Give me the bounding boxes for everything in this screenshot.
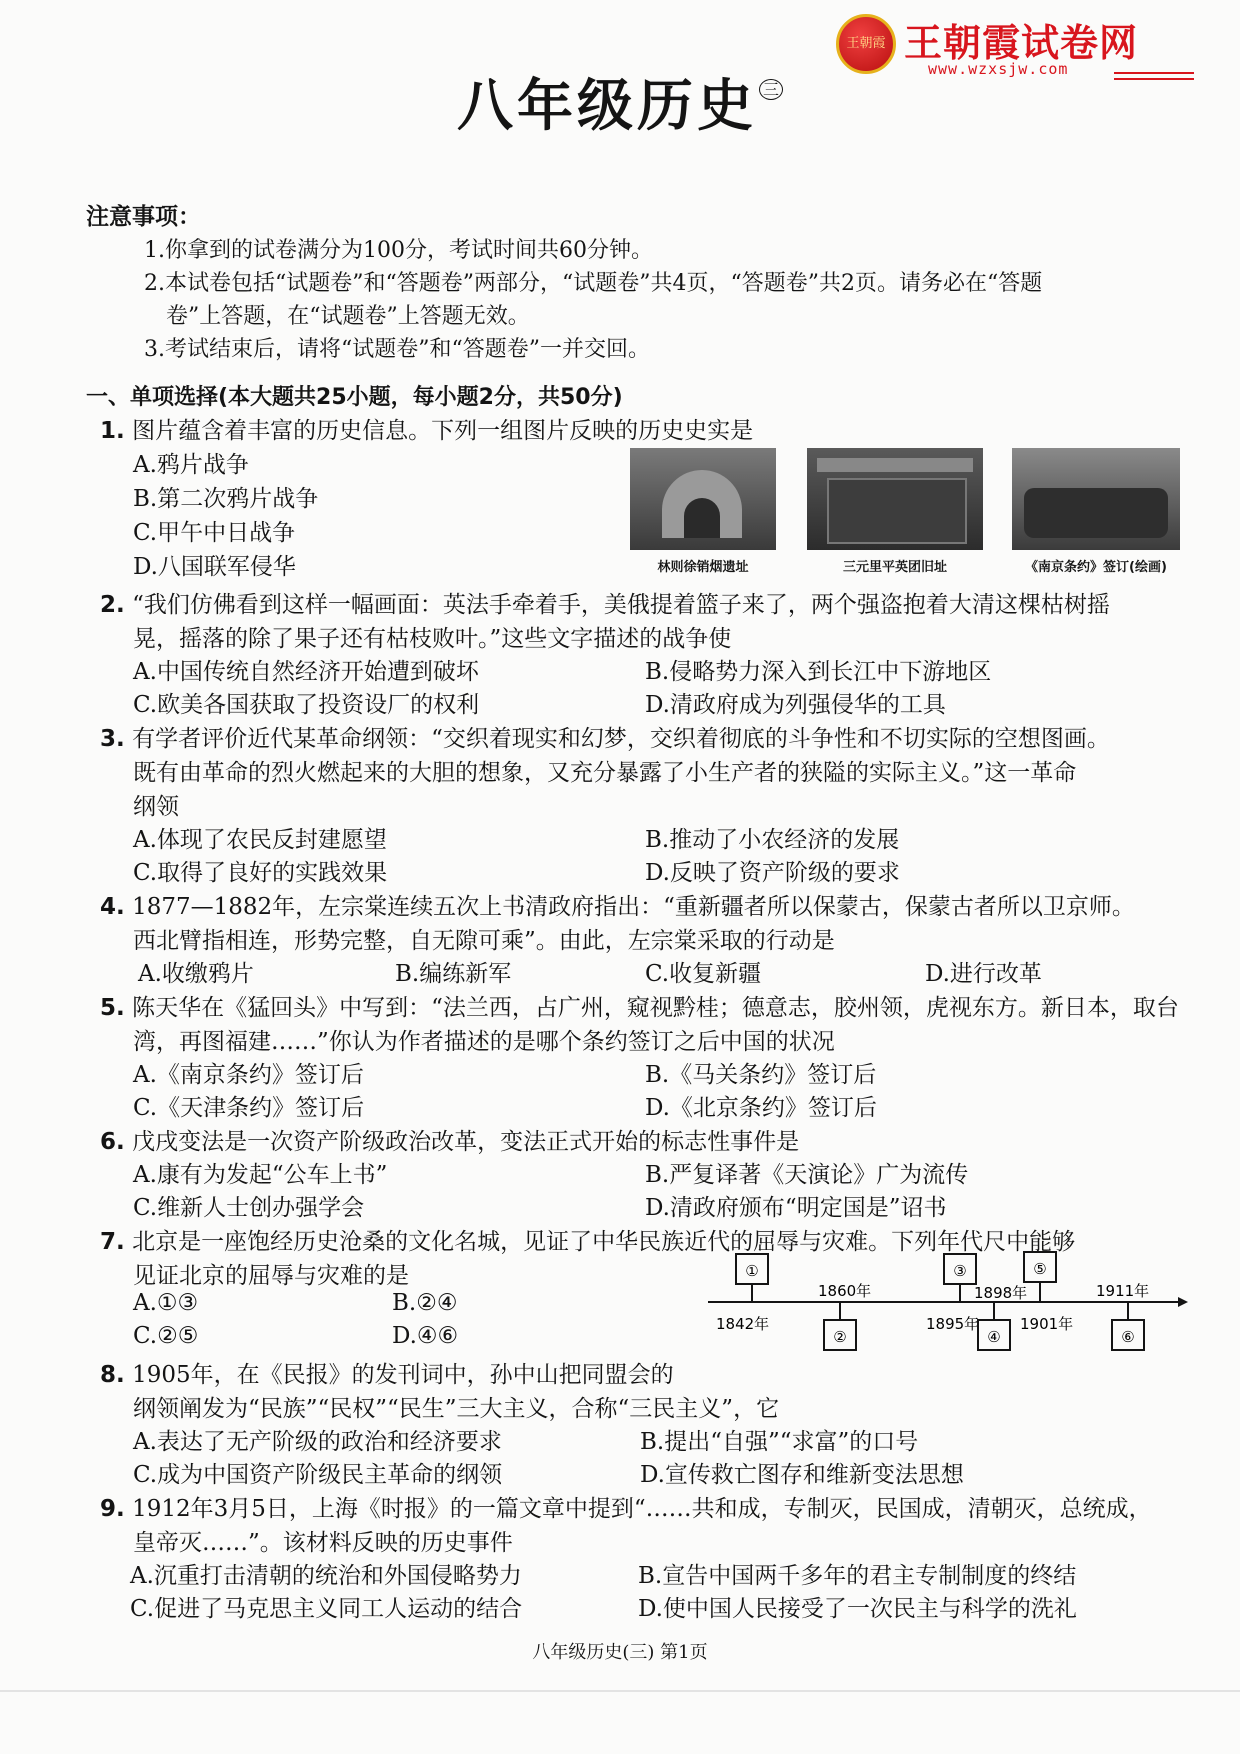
- option-b: B.宣告中国两千多年的君主专制制度的终结: [638, 1563, 1077, 1589]
- page-edge-divider: [0, 1690, 1240, 1692]
- option-c: C.取得了良好的实践效果: [133, 860, 388, 886]
- question-stem: “我们仿佛看到这样一幅画面：英法手牵着手，美俄提着篮子来了，两个强盗抱着大清这棵枯树摇: [132, 592, 1110, 618]
- timeline-mark-label: ③: [953, 1262, 967, 1280]
- notes-heading: 注意事项：: [86, 204, 201, 230]
- question-number: 2.: [100, 592, 125, 618]
- timeline-mark-label: ④: [987, 1328, 1001, 1346]
- timeline-mark-label: ⑤: [1033, 1260, 1047, 1278]
- title-mark: 三: [759, 79, 783, 100]
- timeline-year: 1898年: [974, 1284, 1028, 1302]
- timeline-mark-6: [1112, 1302, 1144, 1350]
- question-stem-cont: 西北臂指相连，形势完整，自无隙可乘”。由此，左宗棠采取的行动是: [133, 928, 835, 954]
- question-number: 4.: [100, 894, 125, 920]
- photo-caption: 三元里平英团旧址: [842, 560, 947, 575]
- title-text: 八年级历史: [456, 73, 757, 139]
- question-8: [100, 1356, 674, 1389]
- page-footer: 八年级历史(三) 第1页: [532, 1642, 708, 1663]
- option-c: C.②⑤: [133, 1323, 199, 1349]
- question-stem: 戊戌变法是一次资产阶级政治改革，变法正式开始的标志性事件是: [132, 1129, 800, 1155]
- question-stem: 图片蕴含着丰富的历史信息。下列一组图片反映的历史史实是: [132, 418, 754, 444]
- question-4: [100, 888, 1135, 921]
- option-a: A.表达了无产阶级的政治和经济要求: [133, 1429, 502, 1455]
- photo-roof-shape: [817, 458, 973, 472]
- question-stem: 陈天华在《猛回头》中写到：“法兰西，占广州，窥视黔桂；德意志，胶州领，虎视东方。新日本，取台: [132, 995, 1179, 1021]
- option-a: A.沉重打击清朝的统治和外国侵略势力: [130, 1563, 522, 1589]
- option-b: B.严复译著《天演论》广为流传: [645, 1162, 969, 1188]
- page-title: [0, 62, 1240, 142]
- note-item: 卷”上答题，在“试题卷”上答题无效。: [166, 304, 530, 329]
- option-d: D.《北京条约》签订后: [645, 1095, 877, 1121]
- question-6: [100, 1123, 799, 1156]
- question-stem-cont: 晃，摇落的除了果子还有枯枝败叶。”这些文字描述的战争使: [133, 626, 732, 652]
- question-number: 8.: [100, 1362, 125, 1388]
- timeline-year: 1842年: [716, 1315, 770, 1333]
- timeline-mark-label: ⑥: [1121, 1328, 1135, 1346]
- question-stem: 北京是一座饱经历史沧桑的文化名城，见证了中华民族近代的屈辱与灾难。下列年代尺中能够: [132, 1229, 1076, 1255]
- timeline-year: 1860年: [818, 1282, 872, 1300]
- option-c: C.甲午中日战争: [133, 520, 296, 546]
- logo-url: www.wzxsjw.com: [928, 60, 1069, 78]
- question-stem-cont: 纲领阐发为“民族”“民权”“民生”三大主义，合称“三民主义”，它: [133, 1396, 780, 1422]
- question-stem: 1877—1882年，左宗棠连续五次上书清政府指出：“重新疆者所以保蒙古，保蒙古者所以卫京师。: [132, 894, 1135, 920]
- question-number: 6.: [100, 1129, 125, 1155]
- option-a: A.康有为发起“公车上书”: [133, 1162, 388, 1188]
- option-a: A.①③: [133, 1290, 199, 1316]
- photo-crowd-shape: [1024, 488, 1168, 538]
- timeline-arrow-icon: [1178, 1297, 1188, 1307]
- photo-nanjing-treaty: [1012, 448, 1180, 550]
- question-9: [100, 1490, 1152, 1523]
- question-stem-cont: 湾，再图福建……”你认为作者描述的是哪个条约签订之后中国的状况: [133, 1029, 835, 1055]
- question-2: [100, 586, 1110, 619]
- timeline-mark-5: [1024, 1252, 1056, 1302]
- option-d: D.使中国人民接受了一次民主与科学的洗礼: [638, 1596, 1077, 1622]
- option-d: D.清政府成为列强侵华的工具: [645, 692, 946, 718]
- photo-caption: 林则徐销烟遗址: [657, 560, 749, 575]
- option-b: B.第二次鸦片战争: [133, 486, 319, 512]
- question-1: [100, 412, 753, 445]
- timeline-year: 1901年: [1020, 1315, 1074, 1333]
- option-b: B.推动了小农经济的发展: [645, 827, 900, 853]
- logo-badge: 王朝霞: [836, 14, 896, 74]
- option-c: C.《天津条约》签订后: [133, 1095, 365, 1121]
- photo-hall-shape: [827, 478, 967, 544]
- option-a: A.《南京条约》签订后: [133, 1062, 364, 1088]
- option-c: C.促进了马克思主义同工人运动的结合: [130, 1596, 523, 1622]
- timeline-year: 1895年: [926, 1315, 980, 1333]
- question-3: [100, 720, 1110, 753]
- question-stem-cont: 皇帝灭……”。该材料反映的历史事件: [133, 1530, 513, 1556]
- option-b: B.《马关条约》签订后: [645, 1062, 877, 1088]
- option-b: B.②④: [392, 1290, 458, 1316]
- question-stem: 有学者评价近代某革命纲领：“交织着现实和幻梦，交织着彻底的斗争性和不切实际的空想图画。: [132, 726, 1110, 752]
- option-a: A.收缴鸦片: [138, 961, 254, 987]
- option-c: C.成为中国资产阶级民主革命的纲领: [133, 1462, 503, 1488]
- option-b: B.编练新军: [395, 961, 512, 987]
- option-d: D.八国联军侵华: [133, 554, 296, 580]
- logo-name: 王朝霞试卷网: [904, 21, 1139, 65]
- question-stem-cont: 纲领: [133, 794, 179, 820]
- question-5: [100, 989, 1179, 1022]
- option-d: D.宣传救亡图存和维新变法思想: [640, 1462, 964, 1488]
- note-item: 2.本试卷包括“试题卷”和“答题卷”两部分，“试题卷”共4页，“答题卷”共2页。请务必在“答题: [144, 271, 1043, 296]
- option-b: B.提出“自强”“求富”的口号: [640, 1429, 919, 1455]
- option-c: C.欧美各国获取了投资设厂的权利: [133, 692, 480, 718]
- note-item: 3.考试结束后，请将“试题卷”和“答题卷”一并交回。: [144, 337, 650, 362]
- timeline-mark-3: [944, 1254, 976, 1302]
- option-a: A.中国传统自然经济开始遭到破坏: [133, 659, 479, 685]
- photo-humen-site: [630, 448, 776, 550]
- timeline-ruler: [700, 1248, 1190, 1358]
- photo-caption: 《南京条约》签订(绘画): [1025, 560, 1167, 575]
- timeline-mark-label: ①: [745, 1262, 759, 1280]
- timeline-mark-label: ②: [833, 1328, 847, 1346]
- question-number: 1.: [100, 418, 125, 444]
- option-d: D.反映了资产阶级的要求: [645, 860, 900, 886]
- question-number: 9.: [100, 1496, 125, 1522]
- photo-doorway-shape: [684, 498, 720, 538]
- timeline-mark-4: [978, 1302, 1010, 1350]
- option-a: A.鸦片战争: [133, 452, 249, 478]
- question-number: 3.: [100, 726, 125, 752]
- option-c: C.维新人士创办强学会: [133, 1195, 365, 1221]
- question-number: 7.: [100, 1229, 125, 1255]
- timeline-year: 1911年: [1096, 1282, 1150, 1300]
- option-d: D.④⑥: [392, 1323, 459, 1349]
- option-a: A.体现了农民反封建愿望: [133, 827, 387, 853]
- timeline-mark-2: [824, 1302, 856, 1350]
- note-item: 1.你拿到的试卷满分为100分，考试时间共60分钟。: [144, 238, 653, 263]
- timeline-mark-1: [736, 1254, 768, 1302]
- option-c: C.收复新疆: [645, 961, 762, 987]
- question-stem: 1905年，在《民报》的发刊词中，孙中山把同盟会的: [132, 1362, 674, 1388]
- question-stem: 1912年3月5日，上海《时报》的一篇文章中提到“……共和成，专制灭，民国成，清朝灭，总统成，: [132, 1496, 1152, 1522]
- question-stem-cont: 见证北京的屈辱与灾难的是: [133, 1263, 409, 1289]
- photo-sanyuanli-site: [807, 448, 983, 550]
- section-heading: 一、单项选择(本大题共25小题，每小题2分，共50分): [86, 385, 623, 410]
- question-number: 5.: [100, 995, 125, 1021]
- option-d: D.清政府颁布“明定国是”诏书: [645, 1195, 947, 1221]
- option-d: D.进行改革: [925, 961, 1042, 987]
- option-b: B.侵略势力深入到长江中下游地区: [645, 659, 992, 685]
- question-stem-cont: 既有由革命的烈火燃起来的大胆的想象，又充分暴露了小生产者的狭隘的实际主义。”这一革命: [133, 760, 1077, 786]
